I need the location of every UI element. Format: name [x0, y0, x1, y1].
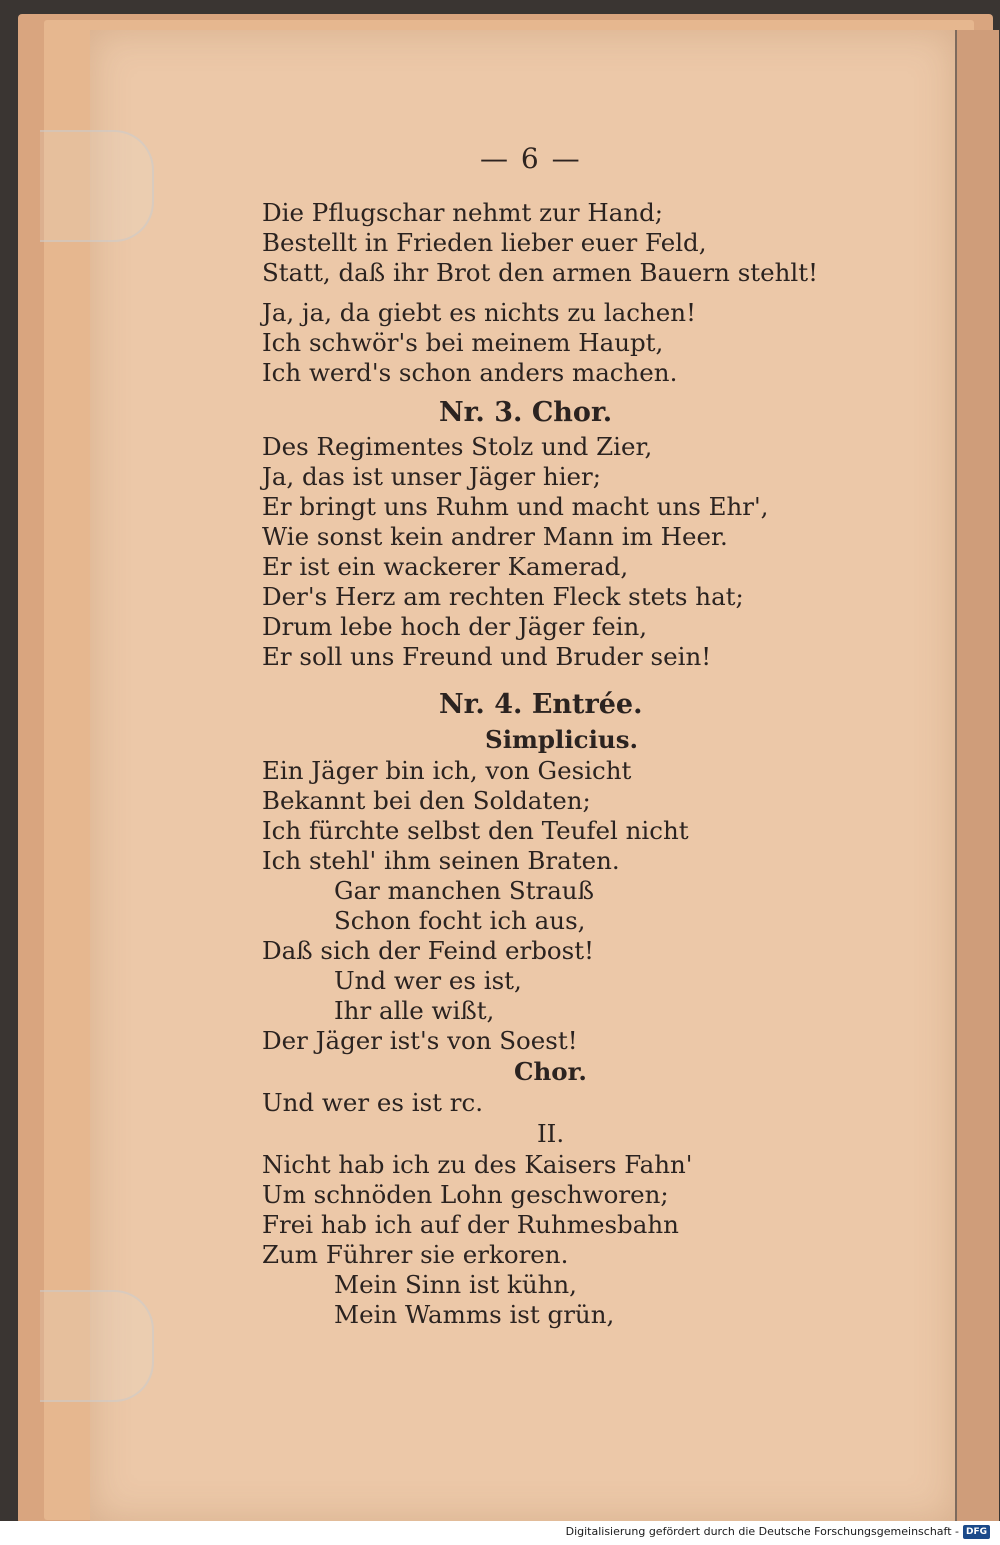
text-line: Des Regimentes Stolz und Zier,	[262, 432, 653, 461]
text-line: Er soll uns Freund und Bruder sein!	[262, 642, 712, 671]
text-line: Ihr alle wißt,	[334, 996, 495, 1025]
text-line: Daß sich der Feind erbost!	[262, 936, 594, 965]
text-line: Ich fürchte selbst den Teufel nicht	[262, 816, 689, 845]
text-line: Mein Sinn ist kühn,	[334, 1270, 577, 1299]
next-page-edge	[955, 30, 999, 1525]
line-gap	[262, 288, 882, 298]
text-line: Ja, ja, da giebt es nichts zu lachen!	[262, 298, 696, 327]
page-number: — 6 —	[480, 142, 582, 175]
section-heading-nr3: Nr. 3. Chor.	[439, 397, 613, 428]
text-line: Ja, das ist unser Jäger hier;	[262, 462, 602, 491]
text-line: Wie sonst kein andrer Mann im Heer.	[262, 522, 728, 551]
text-line: Der's Herz am rechten Fleck stets hat;	[262, 582, 744, 611]
text-line: Er bringt uns Ruhm und macht uns Ehr',	[262, 492, 769, 521]
text-line: Statt, daß ihr Brot den armen Bauern stehlt!	[262, 258, 818, 287]
footer-credit-text: Digitalisierung gefördert durch die Deutsche Forschungsgemeinschaft -	[565, 1525, 959, 1538]
dfg-logo-icon: DFG	[963, 1525, 990, 1539]
text-line: Um schnöden Lohn geschworen;	[262, 1180, 669, 1209]
footer-credit	[562, 1523, 994, 1541]
page-clip-bottom	[40, 1290, 154, 1402]
text-line: Frei hab ich auf der Ruhmesbahn	[262, 1210, 679, 1239]
text-line: Und wer es ist rc.	[262, 1088, 483, 1117]
text-line: Die Pflugschar nehmt zur Hand;	[262, 198, 664, 227]
text-line: Ein Jäger bin ich, von Gesicht	[262, 756, 632, 785]
page-clip-top	[40, 130, 154, 242]
speaker-simplicius: Simplicius.	[485, 725, 639, 754]
text-line: Er ist ein wackerer Kamerad,	[262, 552, 629, 581]
text-line: Nicht hab ich zu des Kaisers Fahn'	[262, 1150, 693, 1179]
text-line: Mein Wamms ist grün,	[334, 1300, 615, 1329]
text-line: Drum lebe hoch der Jäger fein,	[262, 612, 648, 641]
text-line: Ich werd's schon anders machen.	[262, 358, 678, 387]
text-line: Gar manchen Strauß	[334, 876, 594, 905]
text-line: Schon focht ich aus,	[334, 906, 586, 935]
libretto-text	[262, 198, 882, 1330]
text-line: Zum Führer sie erkoren.	[262, 1240, 569, 1269]
section-heading-nr4: Nr. 4. Entrée.	[439, 689, 643, 720]
text-line: Ich schwör's bei meinem Haupt,	[262, 328, 664, 357]
text-line: Bestellt in Frieden lieber euer Feld,	[262, 228, 707, 257]
text-line: Der Jäger ist's von Soest!	[262, 1026, 578, 1055]
speaker-chor: Chor.	[514, 1057, 587, 1086]
text-line: Ich stehl' ihm seinen Braten.	[262, 846, 620, 875]
text-line: Und wer es ist,	[334, 966, 522, 995]
verse-number: II.	[537, 1119, 565, 1148]
text-line: Bekannt bei den Soldaten;	[262, 786, 591, 815]
